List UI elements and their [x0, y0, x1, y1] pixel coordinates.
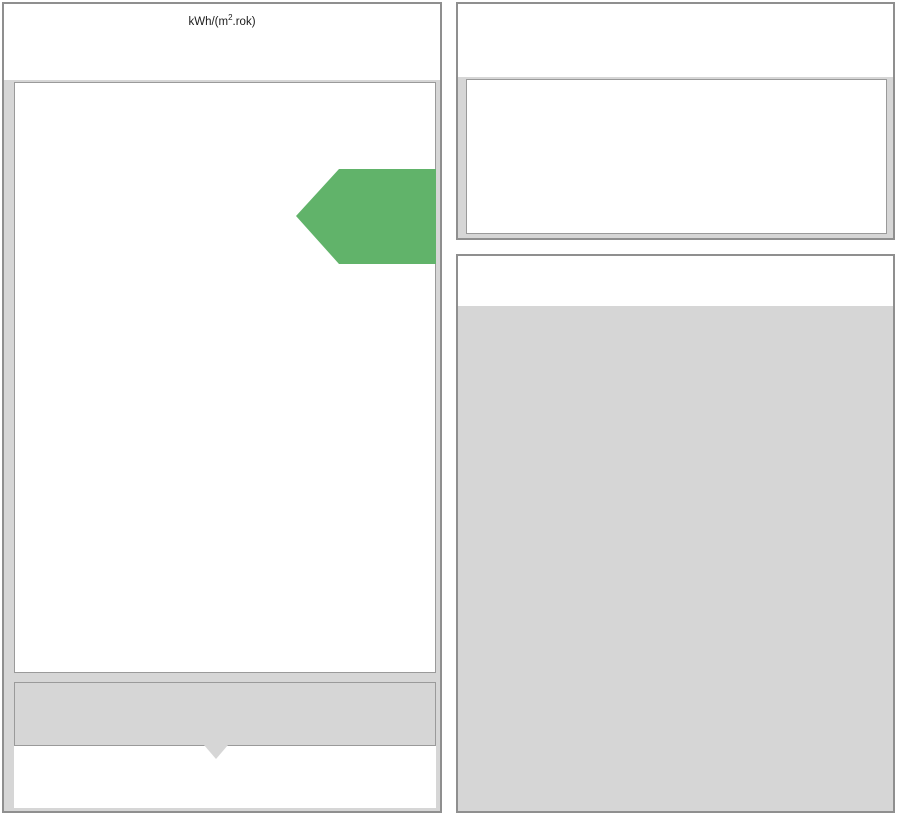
energy-split-header: [458, 4, 893, 77]
classification-unit: kWh/$(m^2.rok)$: [188, 13, 256, 28]
indicators-panel: [456, 254, 895, 813]
requirement-pointer: [204, 745, 228, 759]
current-class-arrow: [296, 169, 436, 264]
energy-split-box: [466, 79, 887, 234]
current-class-indicator: [296, 169, 436, 264]
energy-split-panel: [456, 2, 895, 240]
class-scale: [14, 82, 436, 673]
requirement-box: [14, 682, 436, 746]
indicators-header: [458, 256, 893, 306]
classification-header: [4, 4, 440, 80]
energy-split-pie: [732, 87, 828, 183]
classification-panel: [2, 2, 442, 813]
